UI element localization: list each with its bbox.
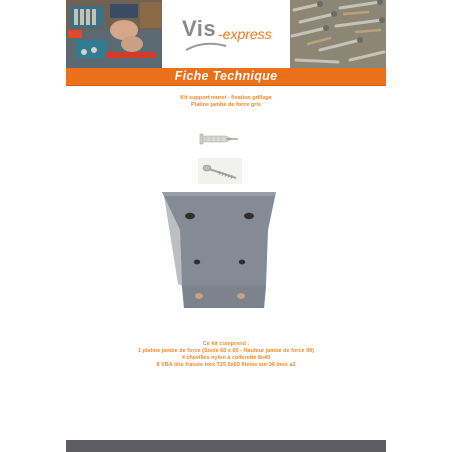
tech-sheet-page xyxy=(66,0,386,452)
kit-item: 1 platine jambe de force (Socle 60 x 60 - Hauteur jambe de force 99) xyxy=(137,348,315,354)
screws-photo xyxy=(290,0,386,68)
footer-bar xyxy=(66,440,386,452)
kit-heading: Ce kit comprend : xyxy=(202,341,250,347)
logo-brand-main: Vis xyxy=(182,16,217,41)
bracket-image xyxy=(156,186,284,314)
brand-logo xyxy=(182,16,292,52)
banner-title: Fiche Technique xyxy=(174,69,278,83)
product-title-line2: Platine jambe de force gris xyxy=(191,102,261,108)
screw-image xyxy=(198,158,242,184)
title-banner xyxy=(66,68,386,86)
kit-item: 4 chevilles nylon à collerette 8x40 xyxy=(181,355,271,361)
logo-swoosh-icon xyxy=(184,42,228,52)
header xyxy=(66,0,386,68)
product-title-line1: Kit support muret - fixation grillage xyxy=(180,95,272,101)
tools-photo xyxy=(66,0,162,68)
dowel-image xyxy=(198,128,242,150)
kit-item: 8 VBA tête fraisée torx T25 5x60 filetée sur 36 Inox a2 xyxy=(156,362,296,368)
logo-brand-suffix: -express xyxy=(218,26,272,42)
